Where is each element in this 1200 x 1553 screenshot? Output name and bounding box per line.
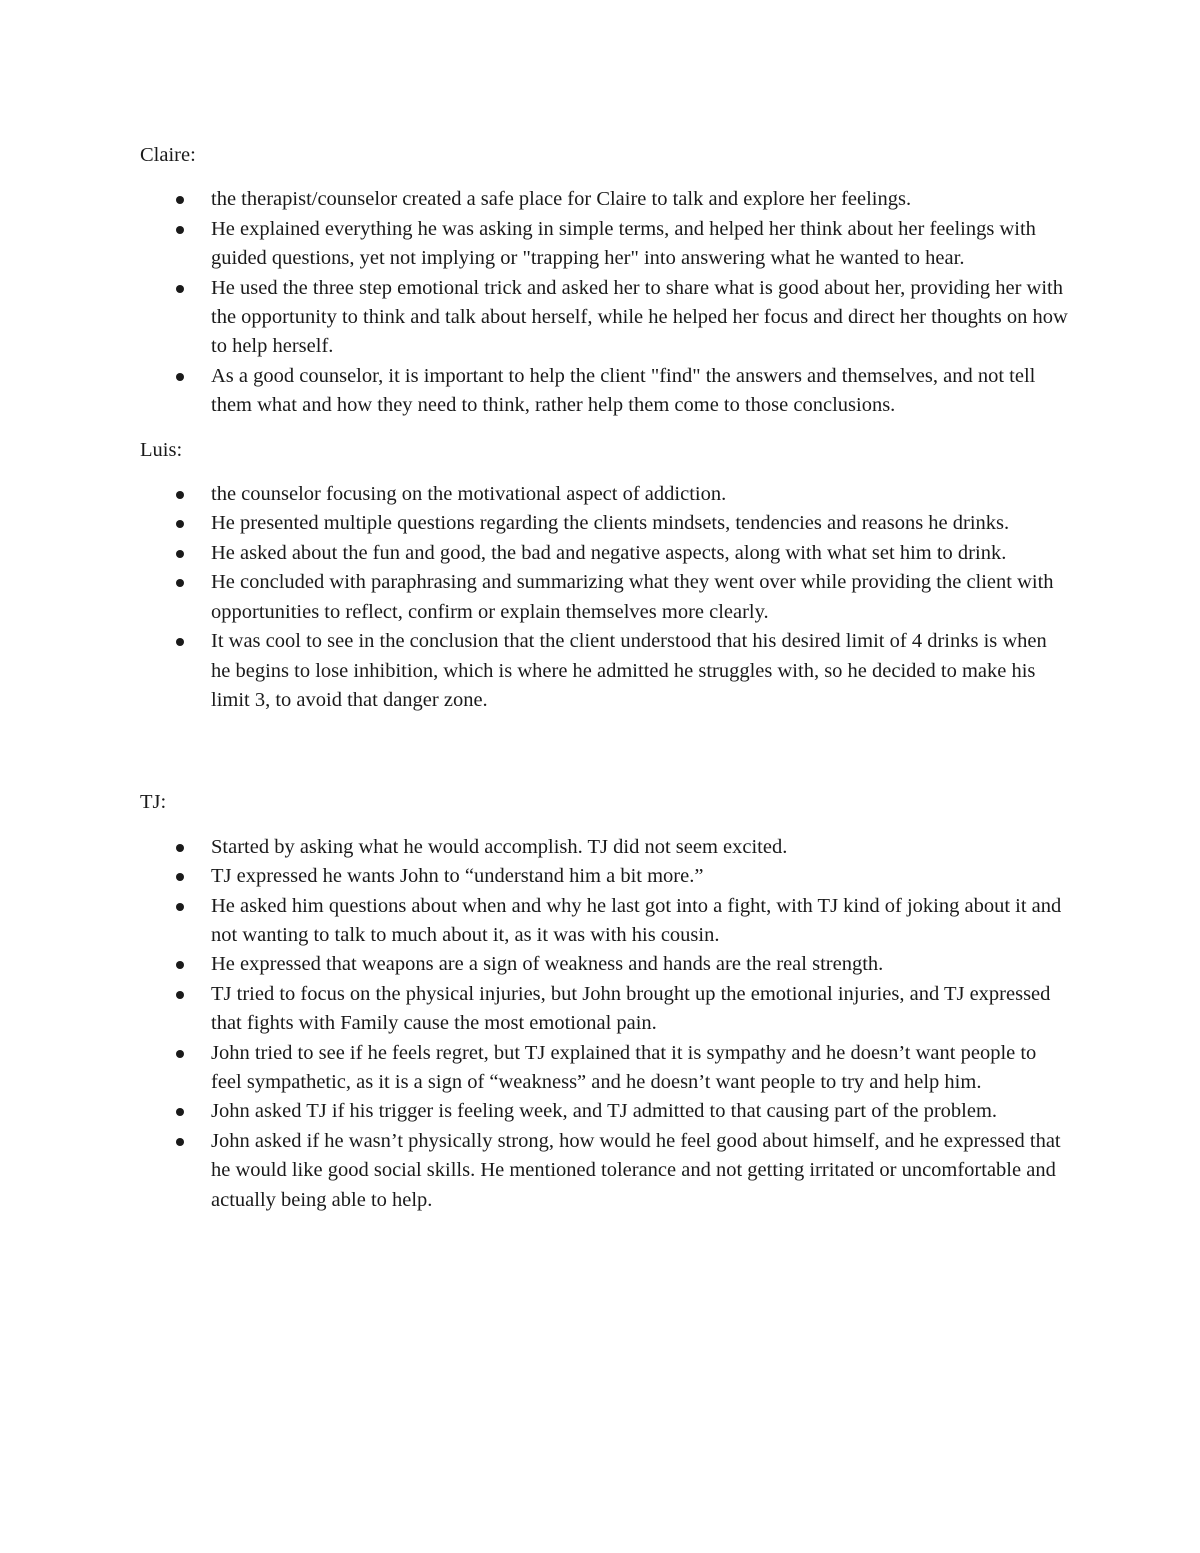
bullet-list	[140, 480, 1070, 715]
list-item-text: As a good counselor, it is important to help the client "find" the answers and themselves, and not tell them what and how they need to think, rather help them come to those conclusions.	[211, 364, 1036, 417]
list-item-text: the counselor focusing on the motivational aspect of addiction.	[211, 483, 727, 506]
bullet-icon	[176, 491, 184, 499]
list-item	[140, 539, 1070, 568]
document-body	[140, 141, 1070, 1215]
list-item-text: He used the three step emotional trick and asked her to share what is good about her, providing her with the opportunity to think and talk about herself, while he helped her focus and direct her thoughts on how to help herself.	[211, 276, 1068, 358]
list-item	[140, 950, 1070, 979]
bullet-icon	[176, 961, 184, 969]
bullet-icon	[176, 1108, 184, 1116]
bullet-list	[140, 833, 1070, 1215]
section-heading: TJ:	[140, 791, 167, 814]
bullet-icon	[176, 226, 184, 234]
list-item	[140, 215, 1070, 274]
list-item-text: He asked him questions about when and why he last got into a fight, with TJ kind of joking about it and not wanting to talk to much about it, as it was with his cousin.	[211, 894, 1062, 946]
bullet-icon	[176, 1138, 184, 1146]
list-item-text: John tried to see if he feels regret, but TJ explained that it is sympathy and he doesn’t want people to feel sympathetic, as it is a sign of “weakness” and he doesn’t want people to try and help him.	[211, 1041, 1037, 1093]
list-item	[140, 1127, 1070, 1215]
list-item-text: He expressed that weapons are a sign of weakness and hands are the real strength.	[211, 953, 884, 976]
list-item	[140, 980, 1070, 1039]
list-item-text: TJ tried to focus on the physical injuries, but John brought up the emotional injuries, and TJ expressed that fights with Family cause the most emotional pain.	[211, 982, 1051, 1035]
list-item-text: the therapist/counselor created a safe place for Claire to talk and explore her feelings.	[211, 188, 912, 211]
bullet-icon	[176, 520, 184, 528]
bullet-icon	[176, 196, 184, 204]
bullet-icon	[176, 579, 184, 587]
list-item-text: He presented multiple questions regarding the clients mindsets, tendencies and reasons he drinks.	[211, 512, 1010, 535]
list-item-text: It was cool to see in the conclusion that the client understood that his desired limit of 4 drinks is when he begins to lose inhibition, which is where he admitted he struggles with, so he decided to make his limit 3, to avoid that danger zone.	[211, 630, 1047, 711]
list-item	[140, 833, 1070, 862]
bullet-icon	[176, 991, 184, 999]
list-item	[140, 1039, 1070, 1098]
list-item	[140, 274, 1070, 362]
list-item-text: John asked if he wasn’t physically strong, how would he feel good about himself, and he expressed that he would like good social skills. He mentioned tolerance and not getting irritated or uncomfortable and actually being able to help.	[211, 1129, 1061, 1211]
list-item	[140, 480, 1070, 509]
bullet-icon	[176, 285, 184, 293]
list-item-text: Started by asking what he would accomplish. TJ did not seem excited.	[211, 835, 788, 858]
list-item-text: He asked about the fun and good, the bad and negative aspects, along with what set him to drink.	[211, 541, 1007, 564]
list-item	[140, 362, 1070, 421]
list-item	[140, 627, 1070, 715]
section-tj	[140, 788, 1070, 1215]
bullet-icon	[176, 373, 184, 381]
list-item-text: He explained everything he was asking in simple terms, and helped her think about her feelings with guided questions, yet not implying or "trapping her" into answering what he wanted to hear.	[211, 217, 1036, 270]
list-item	[140, 862, 1070, 891]
list-item	[140, 892, 1070, 951]
section-luis	[140, 436, 1070, 716]
list-item	[140, 509, 1070, 538]
bullet-icon	[176, 844, 184, 852]
bullet-icon	[176, 873, 184, 881]
bullet-icon	[176, 903, 184, 911]
section-heading: Luis:	[140, 438, 183, 461]
list-item-text: John asked TJ if his trigger is feeling week, and TJ admitted to that causing part of the problem.	[211, 1100, 998, 1123]
bullet-icon	[176, 550, 184, 558]
list-item-text: He concluded with paraphrasing and summarizing what they went over while providing the client with opportunities to reflect, confirm or explain themselves more clearly.	[211, 571, 1054, 623]
list-item	[140, 185, 1070, 214]
list-item	[140, 568, 1070, 627]
bullet-icon	[176, 638, 184, 646]
section-heading: Claire:	[140, 144, 196, 166]
section-claire	[140, 141, 1070, 421]
bullet-icon	[176, 1050, 184, 1058]
bullet-list	[140, 185, 1070, 420]
list-item-text: TJ expressed he wants John to “understand him a bit more.”	[211, 865, 704, 888]
list-item	[140, 1097, 1070, 1126]
